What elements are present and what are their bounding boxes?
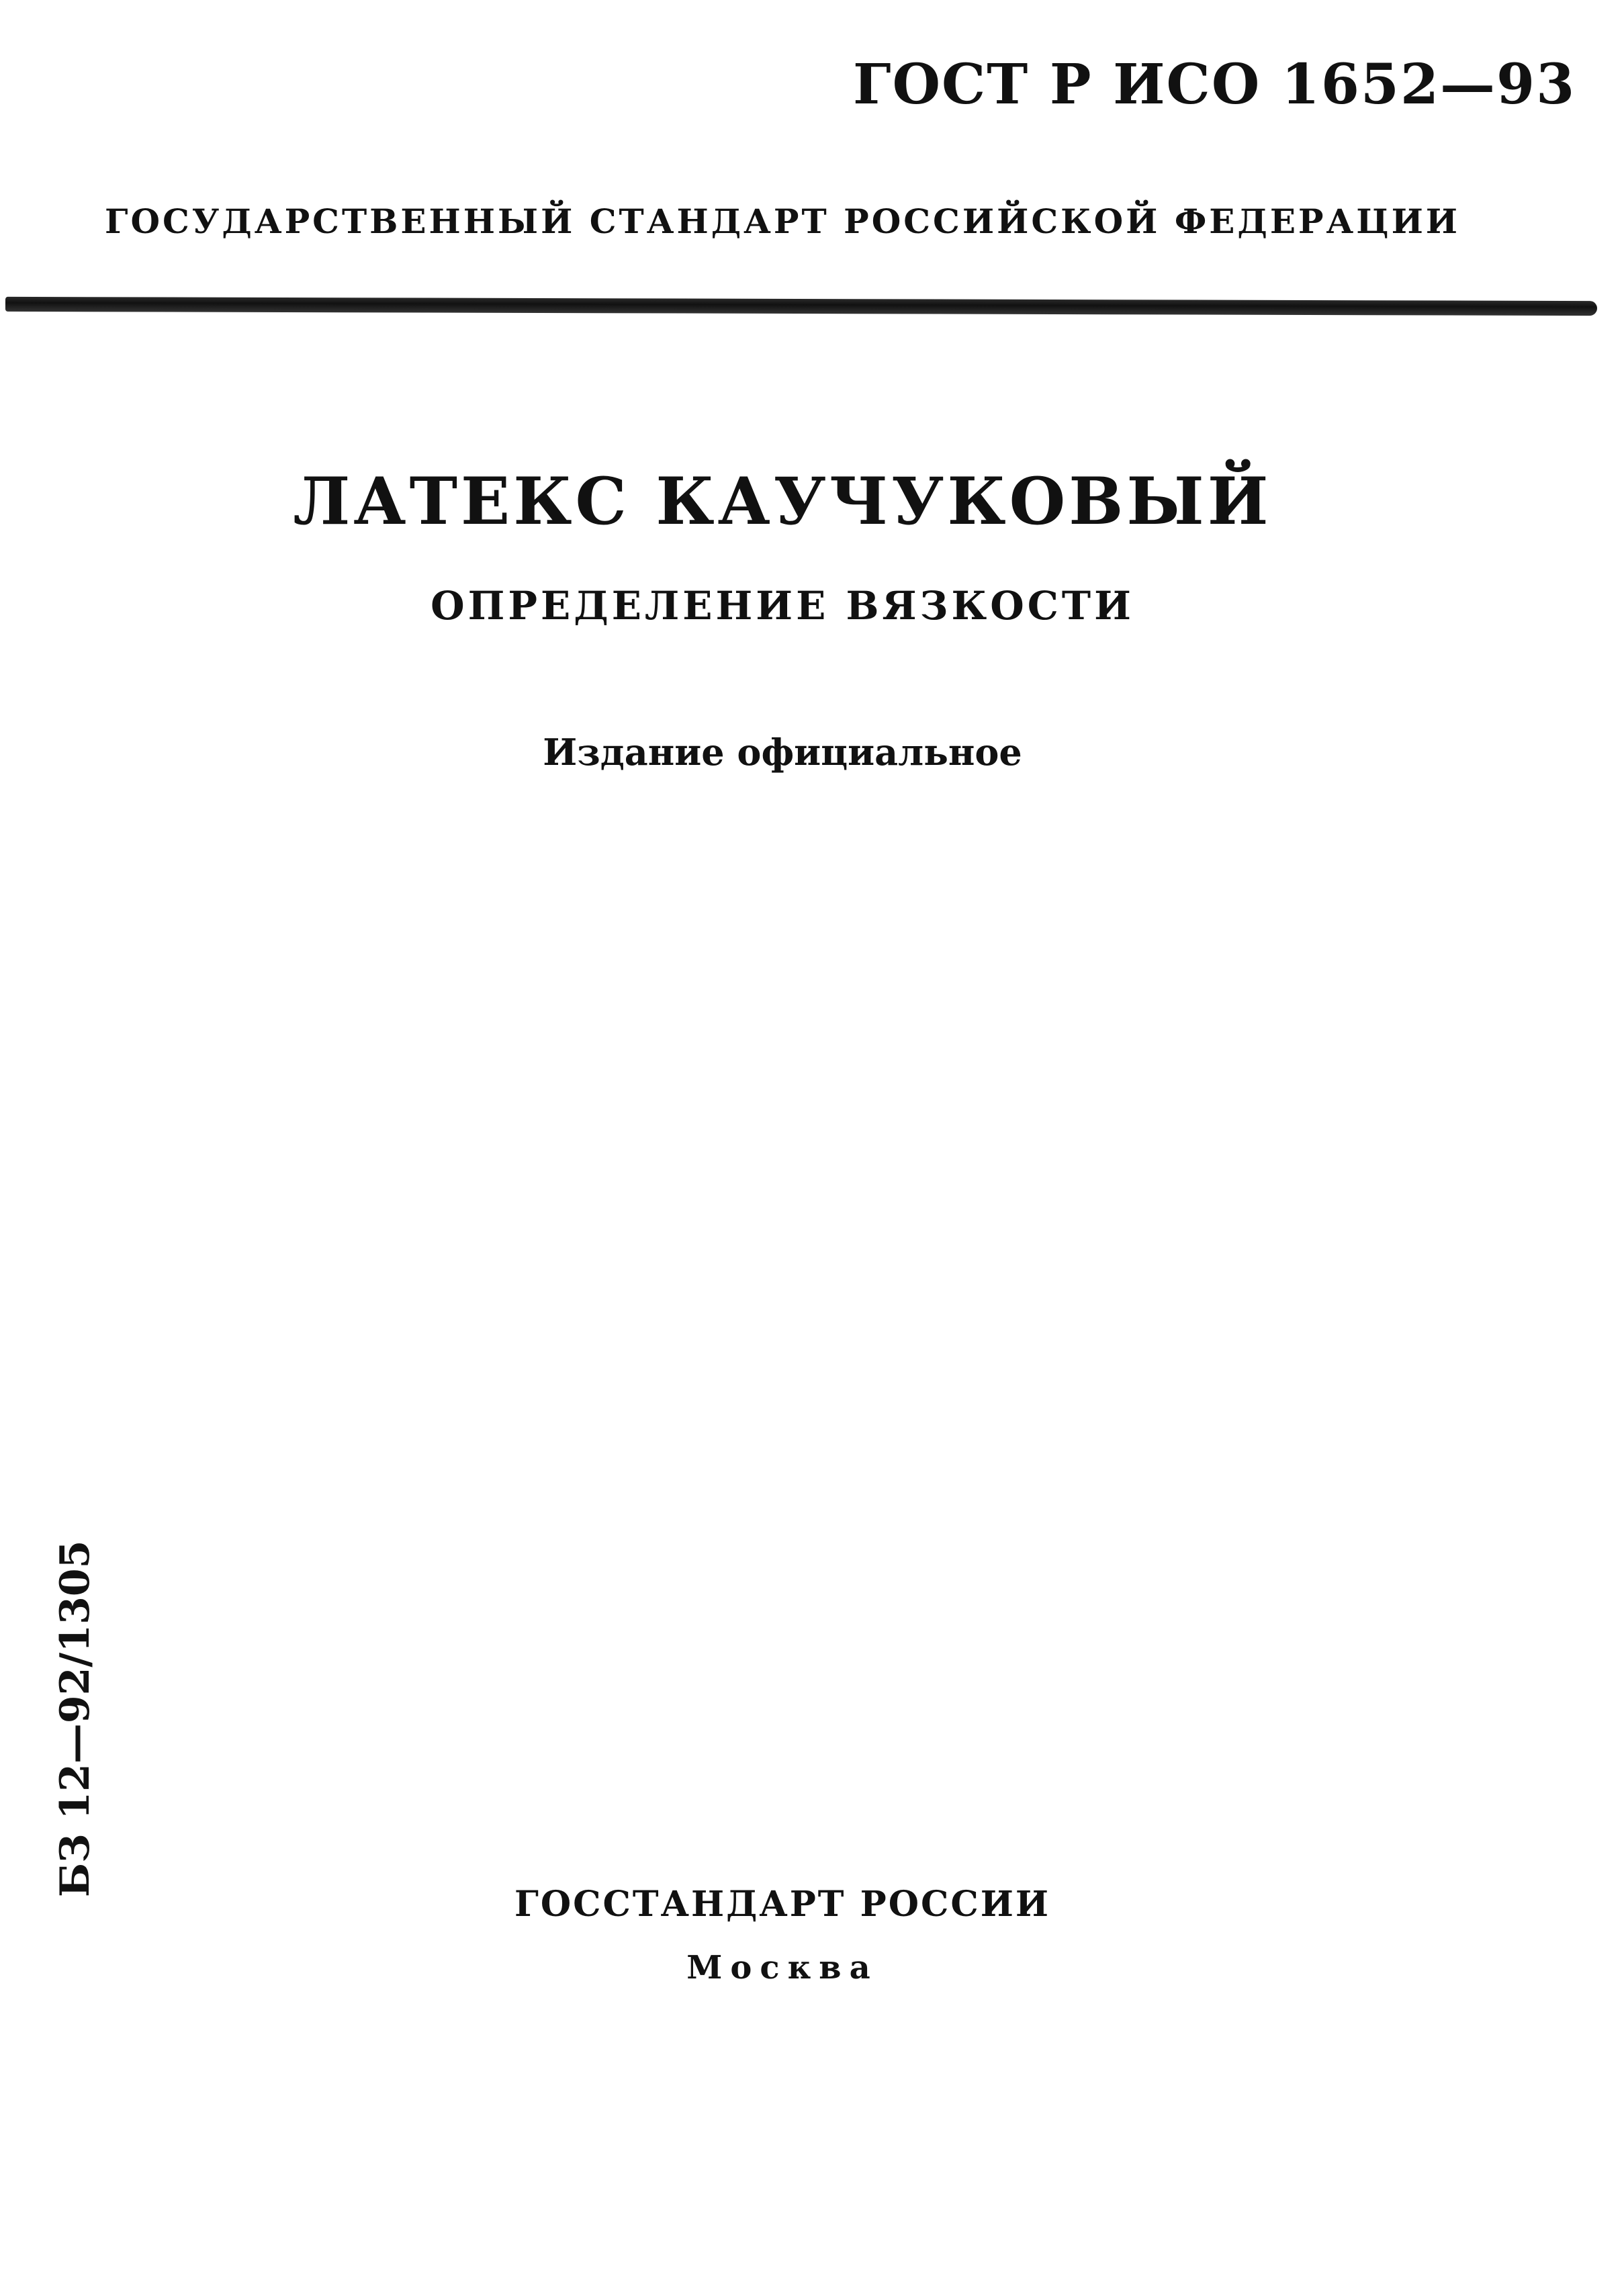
header-divider (5, 297, 1597, 316)
side-catalog-label: БЗ 12—92/1305 (52, 1540, 99, 1897)
document-subtitle: ОПРЕДЕЛЕНИЕ ВЯЗКОСТИ (431, 583, 1134, 629)
standard-code: ГОСТ Р ИСО 1652—93 (853, 52, 1576, 117)
publisher-city: Москва (686, 1949, 878, 1987)
authority-line: ГОСУДАРСТВЕННЫЙ СТАНДАРТ РОССИЙСКОЙ ФЕДЕРАЦИИ (104, 201, 1461, 241)
document-title: ЛАТЕКС КАУЧУКОВЫЙ (293, 463, 1272, 539)
edition-note: Издание официальное (543, 731, 1022, 774)
publisher-name: ГОССТАНДАРТ РОССИИ (514, 1884, 1051, 1925)
